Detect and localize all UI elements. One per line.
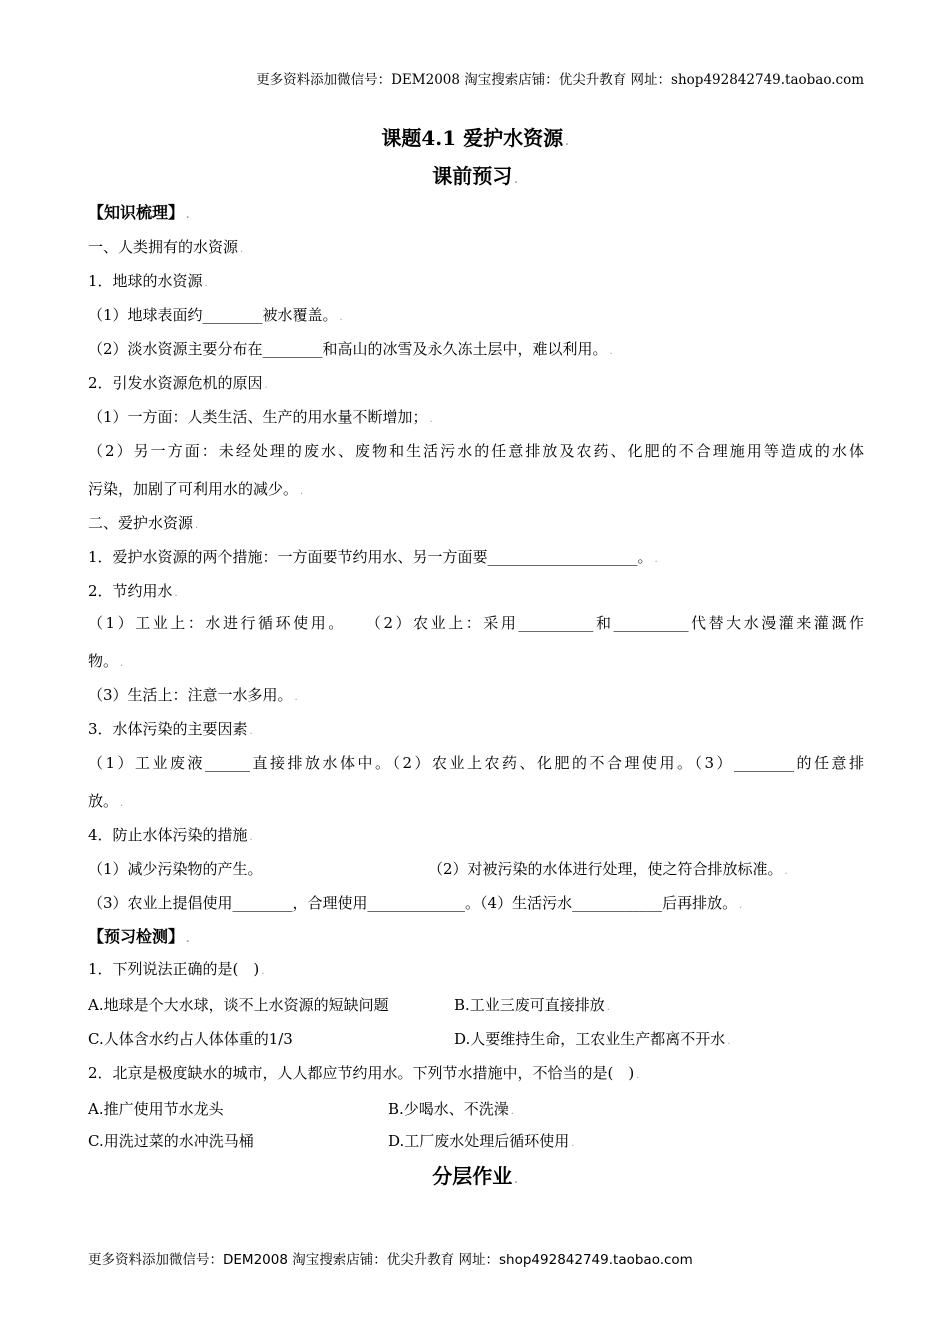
question-2-option-a: A.推广使用节水龙头	[88, 1100, 224, 1118]
question-1-option-d: D.人要维持生命，工农业生产都离不开水 .	[454, 1030, 731, 1048]
question-2: 2．北京是极度缺水的城市，人人都应节约用水。下列节水措施中，不恰当的是( ) .	[88, 1064, 640, 1082]
line-12: （1）工业上：水进行循环使用。 （2）农业上：采用__________和__________代替大水漫灌来灌溉作	[88, 614, 864, 632]
line-19a: （1）减少污染物的产生。	[88, 860, 263, 878]
line-19b: （2）对被污染的水体进行处理，使之符合排放标准。 .	[428, 860, 788, 878]
line-7: （2）另一方面：未经处理的废水、废物和生活污水的任意排放及农药、化肥的不合理施用等造成的水体	[88, 442, 864, 460]
question-2-option-c: C.用洗过菜的水冲洗马桶	[88, 1132, 254, 1150]
line-14: （3）生活上：注意一水多用。 .	[88, 686, 298, 704]
line-16: （1）工业废液______直接排放水体中。（2）农业上农药、化肥的不合理使用。（3）________的任意排	[88, 754, 864, 772]
line-15: 3．水体污染的主要因素 .	[88, 720, 253, 738]
line-2: 1．地球的水资源 .	[88, 272, 208, 290]
line-9: 二、爱护水资源 .	[88, 514, 199, 532]
line-10: 1．爱护水资源的两个措施：一方面要节约用水、另一方面要____________________。 .	[88, 548, 658, 566]
line-11: 2．节约用水 .	[88, 582, 178, 600]
line-17: 放。 .	[88, 792, 124, 810]
question-1: 1．下列说法正确的是( ) .	[88, 960, 265, 978]
line-1: 一、人类拥有的水资源 .	[88, 238, 244, 256]
section-title-preview: 课前预习 .	[432, 164, 518, 188]
question-1-option-a: A.地球是个大水球，谈不上水资源的短缺问题	[88, 996, 389, 1014]
heading-knowledge: 【知识梳理】 .	[88, 203, 190, 222]
lesson-title: 课题4.1 爱护水资源 .	[381, 126, 569, 150]
line-8: 污染，加剧了可利用水的减少。 .	[88, 480, 304, 498]
heading-check: 【预习检测】 .	[88, 927, 190, 946]
line-13: 物。 .	[88, 652, 124, 670]
page-footer: 更多资料添加微信号：DEM2008 淘宝搜索店铺：优尖升教育 网址：shop492842749.taobao.com	[88, 1252, 693, 1268]
question-2-option-d: D.工厂废水处理后循环使用 .	[388, 1132, 575, 1150]
line-18: 4．防止水体污染的措施 .	[88, 826, 253, 844]
line-3: （1）地球表面约________被水覆盖。 .	[88, 306, 343, 324]
question-1-option-b: B.工业三废可直接排放 .	[454, 996, 610, 1014]
line-20: （3）农业上提倡使用________，合理使用_____________。（4）生活污水____________后再排放。 .	[88, 894, 743, 912]
section-title-homework: 分层作业 .	[432, 1164, 518, 1188]
line-4: （2）淡水资源主要分布在________和高山的冰雪及永久冻土层中，难以利用。 .	[88, 340, 613, 358]
line-5: 2．引发水资源危机的原因 .	[88, 374, 268, 392]
question-1-option-c: C.人体含水约占人体体重的1/3	[88, 1030, 293, 1048]
line-6: （1）一方面：人类生活、生产的用水量不断增加； .	[88, 408, 433, 426]
question-2-option-b: B.少喝水、不洗澡 .	[388, 1100, 514, 1118]
page-header: 更多资料添加微信号：DEM2008 淘宝搜索店铺：优尖升教育 网址：shop492842749.taobao.com	[256, 72, 864, 88]
